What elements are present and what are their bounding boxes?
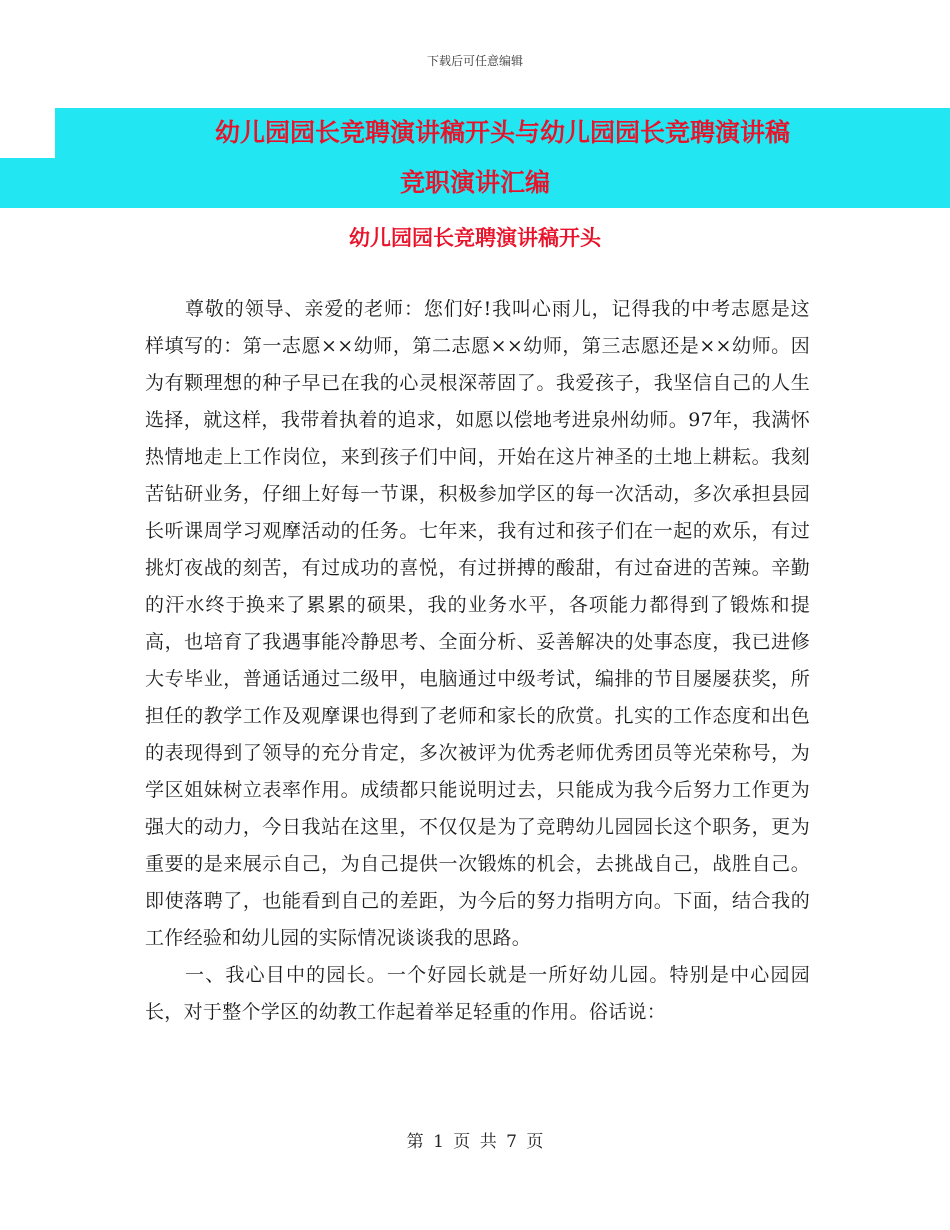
paragraph: 一、我心目中的园长。一个好园长就是一所好幼儿园。特别是中心园园长，对于整个学区的幼教工作起着举足轻重的作用。俗话说： xyxy=(145,964,810,1023)
page-header-note: 下载后可任意编辑 xyxy=(426,54,523,68)
paragraph: 尊敬的领导、亲爱的老师：您们好!我叫心雨儿，记得我的中考志愿是这样填写的：第一志愿××幼师，第二志愿××幼师，第三志愿还是××幼师。因为有颗理想的种子早已在我的心灵根深蒂固了。我爱孩子，我坚信自己的人生选择，就这样，我带着执着的追求，如愿以偿地考进泉州幼师。97年，我满怀热情地走上工作岗位，来到孩子们中间，开始在这片神圣的土地上耕耘。我刻苦钻研业务，仔细上好每一节课，积极参加学区的每一次活动，多次承担县园长听课周学习观摩活动的任务。七年来，我有过和孩子们在一起的欢乐，有过挑灯夜战的刻苦，有过成功的喜悦，有过拼搏的酸甜，有过奋进的苦辣。辛勤的汗水终于换来了累累的硕果，我的业务水平，各项能力都得到了锻炼和提高，也培育了我遇事能冷静思考、全面分析、妥善解决的处事态度，我已进修大专毕业，普通话通过二级甲，电脑通过中级考试，编排的节目屡屡获奖，所担任的教学工作及观摩课也得到了老师和家长的欣赏。扎实的工作态度和出色的表现得到了领导的充分肯定，多次被评为优秀老师优秀团员等光荣称号，为学区姐妹树立表率作用。成绩都只能说明过去，只能成为我今后努力工作更为强大的动力，今日我站在这里，不仅仅是为了竞聘幼儿园园长这个职务，更为重要的是来展示自己，为自己提供一次锻炼的机会，去挑战自己，战胜自己。即使落聘了，也能看到自己的差距，为今后的努力指明方向。下面，结合我的工作经验和幼儿园的实际情况谈谈我的思路。 xyxy=(145,298,810,949)
document-title xyxy=(0,108,950,208)
section-heading: 幼儿园园长竞聘演讲稿开头 xyxy=(349,226,601,250)
document-title-line-2: 竞职演讲汇编 xyxy=(399,168,550,197)
document-title-line-1: 幼儿园园长竞聘演讲稿开头与幼儿园园长竞聘演讲稿 xyxy=(214,118,790,147)
body-text xyxy=(145,291,810,1031)
page-number-footer: 第 1 页 共 7 页 xyxy=(406,1132,544,1152)
